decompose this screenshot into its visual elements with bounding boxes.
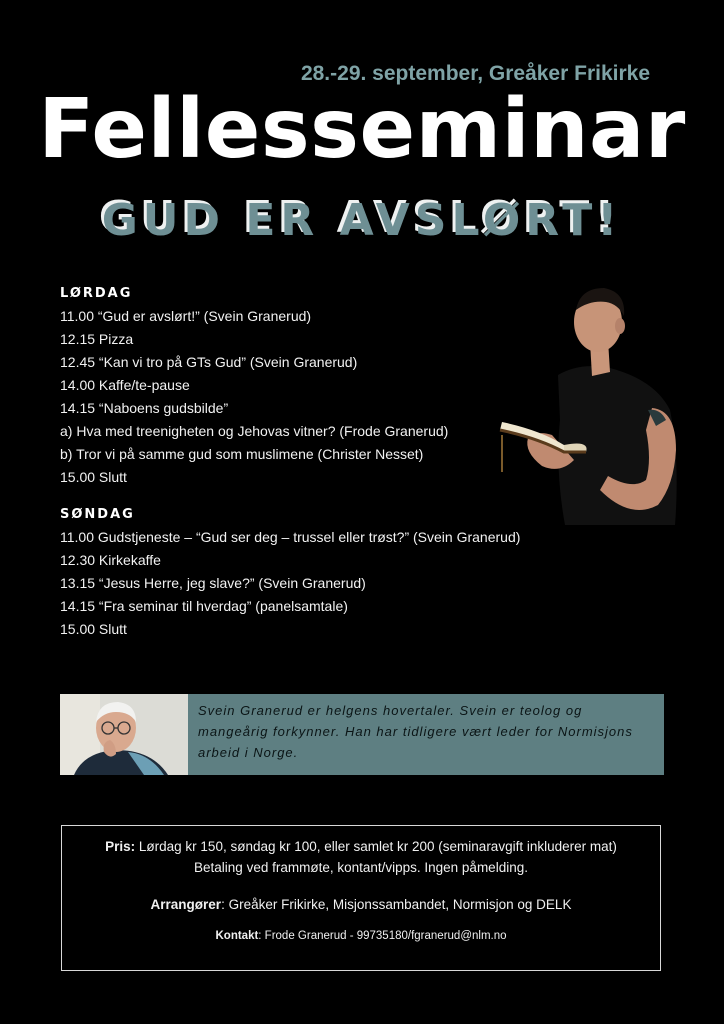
practical-info-box — [61, 825, 661, 971]
price-label: Pris: — [105, 839, 136, 854]
price-text: Lørdag kr 150, søndag kr 100, eller samlet kr 200 (seminaravgift inkluderer mat) — [135, 839, 617, 854]
seminar-subtitle: GUD ER AVSLØRT! — [101, 195, 623, 246]
schedule-item: 12.45 “Kan vi tro på GTs Gud” (Svein Granerud) — [60, 354, 358, 370]
organizers-line — [62, 897, 660, 912]
schedule-item: 11.00 Gudstjeneste – “Gud ser deg – trussel eller trøst?” (Svein Granerud) — [60, 529, 521, 545]
schedule-item: 12.15 Pizza — [60, 331, 134, 347]
schedule-item: 15.00 Slutt — [60, 469, 127, 485]
schedule-item: 11.00 “Gud er avslørt!” (Svein Granerud) — [60, 308, 312, 324]
organizers-label: Arrangører — [150, 897, 222, 912]
contact-text: : Frode Granerud - 99735180/fgranerud@nlm.no — [258, 930, 507, 942]
contact-label: Kontakt — [215, 930, 259, 942]
saturday-heading: LØRDAG — [60, 286, 133, 301]
speaker-portrait-photo — [60, 694, 188, 775]
schedule-item: a) Hva med treenigheten og Jehovas vitner? (Frode Granerud) — [60, 423, 449, 439]
schedule-item: 14.15 “Fra seminar til hverdag” (panelsamtale) — [60, 598, 348, 614]
schedule-item: 14.15 “Naboens gudsbilde” — [60, 400, 229, 416]
contact-line — [62, 930, 660, 942]
schedule-item: 12.30 Kirkekaffe — [60, 552, 161, 568]
schedule-item: b) Tror vi på samme gud som muslimene (Christer Nesset) — [60, 446, 424, 462]
speaker-bio-text: Svein Granerud er helgens hovertaler. Svein er teolog og mangeårig forkynner. Han har tidligere vært leder for Normisjons arbeid i Norge. — [198, 703, 633, 760]
event-date-location: 28.-29. september, Greåker Frikirke — [300, 62, 650, 85]
speaker-bio-box — [60, 694, 664, 775]
price-line — [62, 836, 660, 857]
schedule-item: 15.00 Slutt — [60, 621, 127, 637]
schedule-item: 13.15 “Jesus Herre, jeg slave?” (Svein Granerud) — [60, 575, 366, 591]
schedule-item: 14.00 Kaffe/te-pause — [60, 377, 190, 393]
page-title: Fellesseminar — [38, 82, 686, 177]
payment-line: Betaling ved frammøte, kontant/vipps. Ingen påmelding. — [194, 860, 528, 875]
sunday-heading: SØNDAG — [60, 507, 135, 522]
man-reading-book-photo — [480, 280, 690, 530]
organizers-text: : Greåker Frikirke, Misjonssambandet, Normisjon og DELK — [221, 897, 572, 912]
